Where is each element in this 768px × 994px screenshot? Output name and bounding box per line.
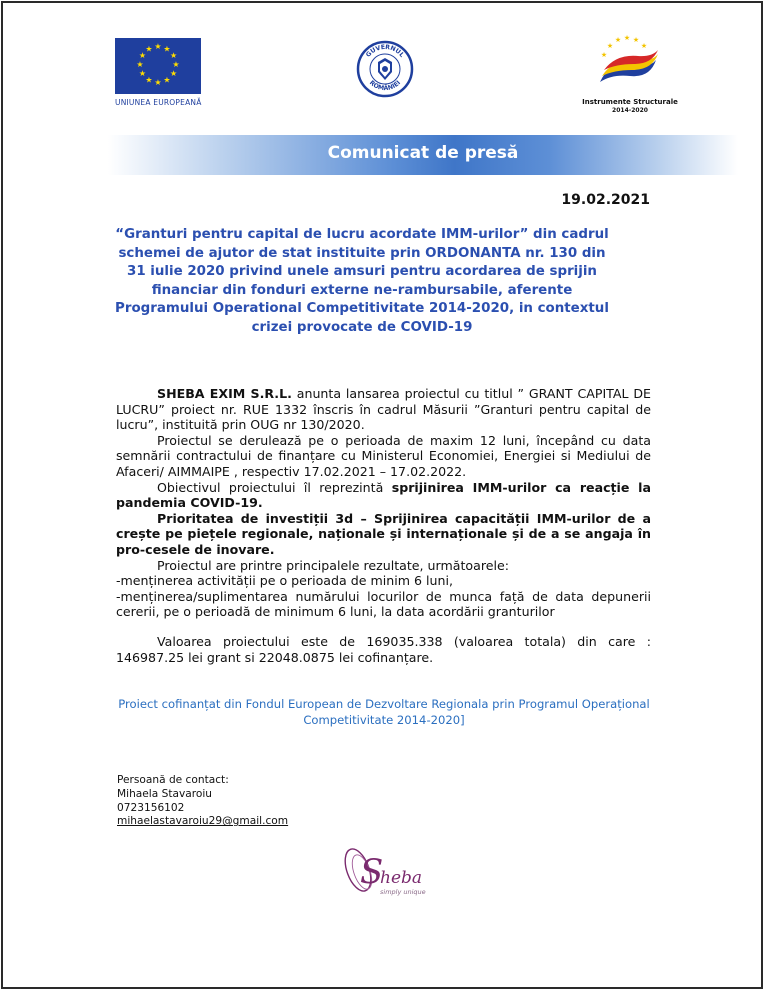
press-release-date: 19.02.2021 — [561, 192, 650, 208]
contact-name: Mihaela Stavaroiu — [117, 787, 213, 800]
svg-text:★: ★ — [154, 78, 162, 87]
paragraph-value: Valoarea proiectului este de 169035.338 (valoarea totala) din care : 146987.25 lei grant si 22048.0875 lei cofinanțare. — [116, 633, 651, 665]
objective-bold: sprijinirea IMM-urilor ca reacție la pandemia COVID-19. — [116, 479, 651, 511]
contact-phone: 0723156102 — [117, 801, 185, 814]
svg-text:★: ★ — [136, 60, 144, 69]
paragraph-results-intro: Proiectul are printre principalele rezultate, următoarele: — [157, 557, 509, 573]
svg-text:★: ★ — [172, 60, 180, 69]
svg-text:★: ★ — [163, 44, 171, 54]
svg-text:★: ★ — [632, 36, 640, 44]
svg-text:★: ★ — [154, 42, 162, 51]
svg-text:★: ★ — [145, 44, 153, 54]
contact-email-link[interactable]: mihaelastavaroiu29@gmail.com — [117, 815, 289, 828]
svg-text:★: ★ — [170, 69, 178, 78]
structural-instruments-years: 2014-2020 — [612, 107, 648, 114]
svg-text:★: ★ — [170, 51, 178, 60]
svg-text:★: ★ — [138, 69, 146, 78]
body-text — [116, 386, 651, 665]
result-item: -menținerea/suplimentarea numărului locurilor de munca față de data depunerii cererii, pe o perioadă de minimum 6 luni, la data acordării granturilor — [116, 588, 651, 620]
contact-block — [117, 774, 288, 829]
sheba-name: heba — [380, 868, 423, 888]
eu-flag-logo — [115, 38, 201, 94]
paragraph-priority: Prioritatea de investiții 3d – Sprijinirea capacității IMM-urilor de a crește pe piețele regionale, naționale și internaționale și de a se angaja în pro-cesele de inovare. — [116, 510, 651, 557]
eu-label: UNIUNEA EUROPEANĂ — [115, 98, 202, 107]
sheba-initial: S — [360, 852, 384, 892]
svg-text:ROMÂNIEI: ROMÂNIEI — [367, 79, 403, 93]
company-name: SHEBA EXIM S.R.L. — [157, 386, 292, 401]
headline: “Granturi pentru capital de lucru acordate IMM-urilor” din cadrul schemei de ajutor de stat instituite prin ORDONANTA nr. 130 din 31 iulie 2020 privind unele amsuri pentru acordarea de sprijin financiar din fonduri externe ne-rambursabile, aferente Programului Operational Competitivitate 2014-2020, in contextul crizei provocate de COVID-19 — [115, 227, 609, 335]
objective-text: Obiectivul proiectului îl reprezintă — [157, 479, 392, 495]
structural-instruments-label: Instrumente Structurale — [582, 98, 678, 106]
svg-text:★: ★ — [600, 51, 608, 59]
contact-label: Persoană de contact: — [117, 774, 229, 786]
result-item: -menținerea activității pe o perioada de minim 6 luni, — [116, 573, 453, 589]
svg-text:★: ★ — [640, 42, 648, 50]
page-title: Comunicat de presă — [327, 143, 519, 163]
paragraph-announcement — [116, 386, 651, 433]
svg-text:★: ★ — [145, 75, 153, 85]
svg-text:★: ★ — [623, 34, 631, 42]
svg-text:★: ★ — [163, 75, 171, 85]
sheba-logo — [336, 838, 434, 900]
government-seal-logo — [356, 40, 414, 98]
svg-text:★: ★ — [606, 42, 614, 50]
svg-text:★: ★ — [138, 51, 146, 60]
paragraph-objective — [116, 480, 651, 511]
sheba-tagline: simply unique — [380, 888, 426, 896]
svg-text:★: ★ — [614, 36, 622, 44]
structural-instruments-logo — [590, 32, 662, 92]
announcement-text: anunta lansarea proiectul cu titlul ” GRANT CAPITAL DE LUCRU” proiect nr. RUE 1332 înscris în cadrul Măsurii ”Granturi pentru capital de lucru”, instituită prin OUG nr 130/2020. — [116, 386, 651, 433]
cofinance-note: Proiect cofinanțat din Fondul European de Dezvoltare Regionala prin Programul Operațional Competitivitate 2014-2020] — [118, 697, 650, 727]
svg-text:GUVERNUL: GUVERNUL — [364, 43, 406, 59]
paragraph-duration: Proiectul se derulează pe o perioada de maxim 12 luni, începând cu data semnării contractului de finanțare cu Ministerul Economiei, Energiei si Mediului de Afaceri/ AIMMAIPE , respectiv 17.02.2021 – 17.02.2022. — [116, 432, 651, 479]
